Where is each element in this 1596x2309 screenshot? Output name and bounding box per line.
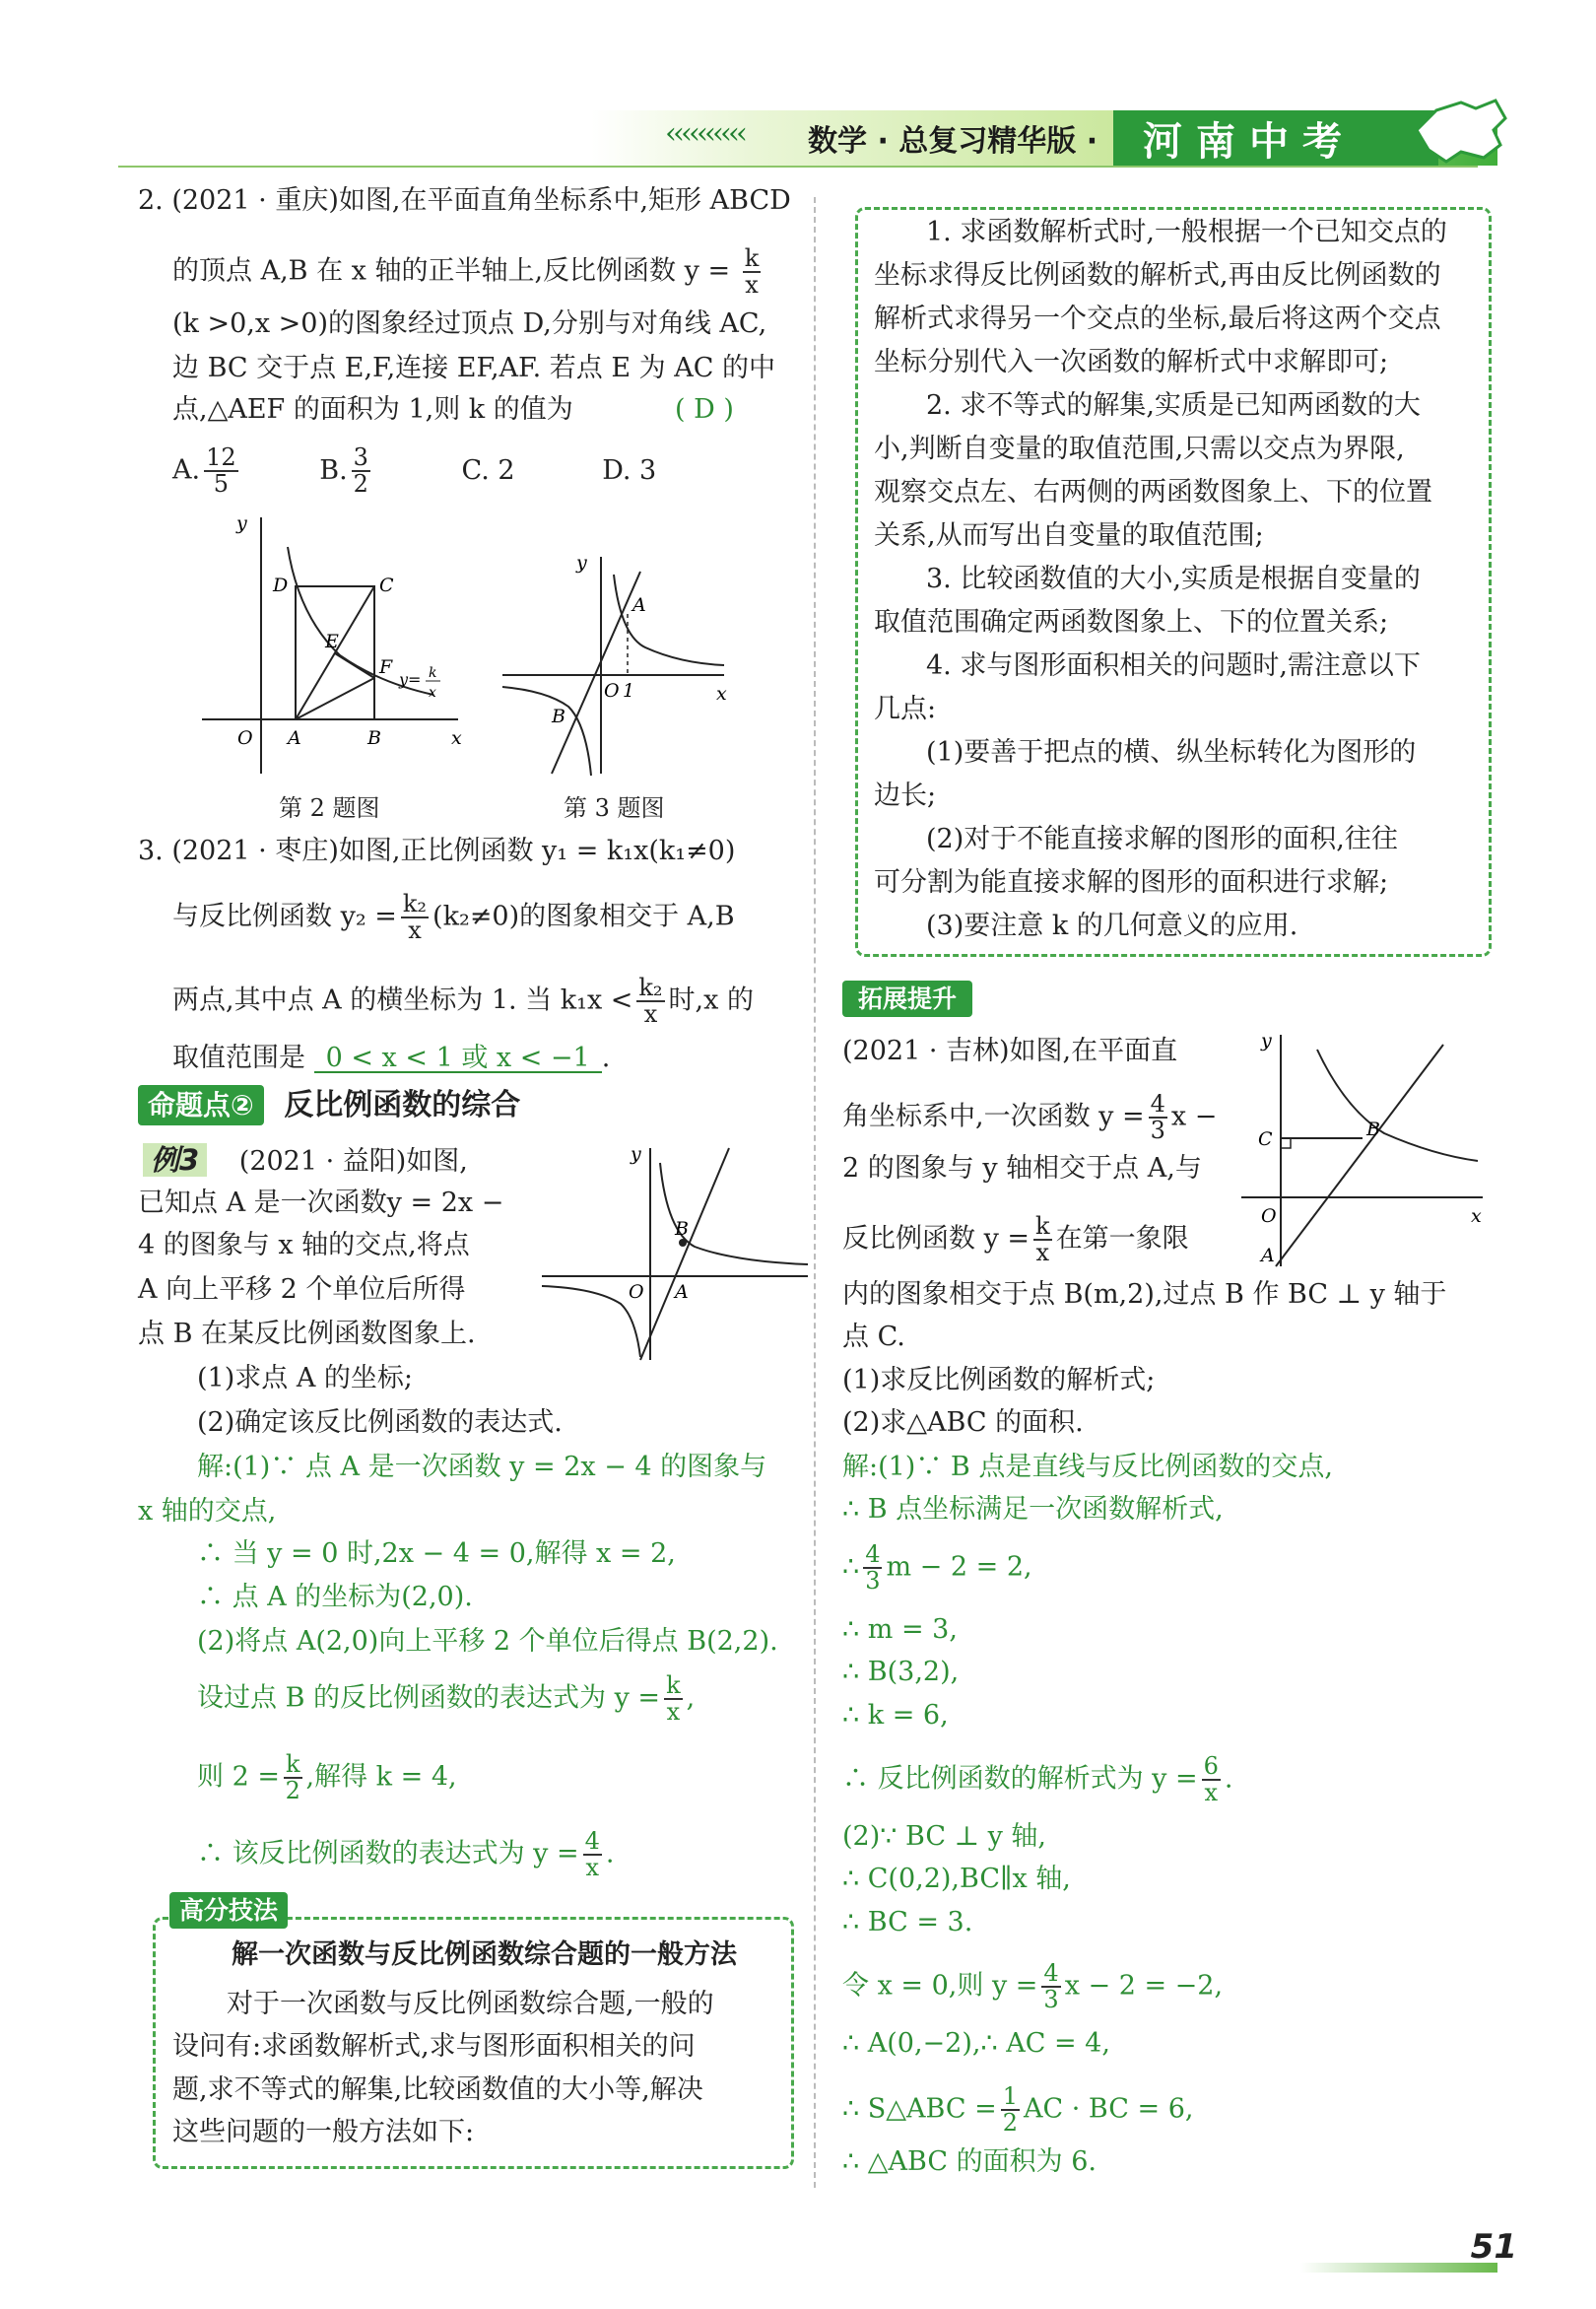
ex3-s6-fraction xyxy=(664,1673,683,1725)
expand-s13a: ∴ S△ABC = xyxy=(842,2093,997,2125)
frac-num: 3 xyxy=(353,443,368,471)
header-subtitle: 数学 · 总复习精华版 · xyxy=(808,124,1098,159)
method-line-3: 解析式求得另一个交点的坐标,最后将这两个交点 xyxy=(874,304,1441,334)
method-line-2: 坐标求得反比例函数的解析式,再由反比例函数的 xyxy=(874,260,1441,291)
frac-num: k₂ xyxy=(638,974,663,1001)
frac-num: k xyxy=(666,1671,681,1699)
figure-ex3 xyxy=(537,1138,813,1365)
frac-num: 4 xyxy=(865,1540,881,1568)
method-line-12: 几点: xyxy=(874,694,937,724)
q3-answer: 0 < x < 1 或 x < −1 xyxy=(314,1045,602,1073)
method-line-17: (3)要注意 k 的几何意义的应用. xyxy=(926,911,1298,941)
frac-num: k xyxy=(285,1750,300,1778)
expand-solution-5: ∴ B(3,2), xyxy=(842,1657,960,1687)
option-a-fraction xyxy=(204,445,238,497)
ex3-solution-2: x 轴的交点, xyxy=(138,1496,277,1527)
q2-line-4: 边 BC 交于点 E,F,连接 EF,AF. 若点 E 为 AC 的中 xyxy=(172,353,775,383)
method-line-13: (1)要善于把点的横、纵坐标转化为图形的 xyxy=(926,737,1417,768)
column-separator xyxy=(814,197,816,2188)
label-y: y xyxy=(631,1143,641,1165)
frac-num: 4 xyxy=(584,1827,600,1855)
method-line-6: 小,判断自变量的取值范围,只需以交点为界限, xyxy=(874,434,1405,464)
frac-den: 3 xyxy=(1043,1986,1059,2014)
expand-l2-fraction xyxy=(1149,1092,1167,1143)
expand-line-5: 内的图象相交于点 B(m,2),过点 B 作 BC ⊥ y 轴于 xyxy=(842,1279,1447,1310)
expand-s7-fraction xyxy=(1202,1754,1221,1805)
expand-l4b: 在第一象限 xyxy=(1055,1223,1189,1255)
label-fn-num: k xyxy=(429,665,437,681)
frac-den: x xyxy=(643,1000,658,1029)
page-number-bar xyxy=(1300,2263,1497,2273)
q2-options xyxy=(172,445,656,497)
option-c: C. 2 xyxy=(461,454,515,486)
method-line-8: 关系,从而写出自变量的取值范围; xyxy=(874,520,1264,551)
tip-title: 解一次函数与反比例函数综合题的一般方法 xyxy=(232,1939,737,1970)
expand-s3a: ∴ xyxy=(842,1551,860,1583)
frac-den: 2 xyxy=(353,470,368,499)
frac-num: k₂ xyxy=(402,890,428,917)
label-fn-den: x xyxy=(429,685,436,701)
method-line-11: 4. 求与图形面积相关的问题时,需注意以下 xyxy=(926,650,1421,681)
q3-line-1: 3. (2021 · 枣庄)如图,正比例函数 y₁ = k₁x(k₁≠0) xyxy=(138,836,736,866)
expand-l4a: 反比例函数 y = xyxy=(842,1223,1031,1255)
option-b-fraction xyxy=(352,445,370,497)
expand-solution-4: ∴ m = 3, xyxy=(842,1614,958,1645)
q3-fraction-2 xyxy=(636,976,664,1027)
frac-den: 3 xyxy=(865,1567,881,1596)
label-o: O xyxy=(629,1281,644,1303)
expand-solution-14: ∴ △ABC 的面积为 6. xyxy=(842,2146,1097,2177)
expand-s11a: 令 x = 0,则 y = xyxy=(842,1970,1038,2002)
page-number: 51 xyxy=(1470,2227,1517,2267)
ex3-s7-fraction xyxy=(284,1752,302,1803)
frac-den: x xyxy=(585,1854,600,1882)
label-f: F xyxy=(379,656,393,678)
expand-s7a: ∴ 反比例函数的解析式为 y = xyxy=(842,1763,1198,1795)
ex3-s6a: 设过点 B 的反比例函数的表达式为 y = xyxy=(197,1682,661,1714)
frac-num: 6 xyxy=(1203,1752,1219,1780)
hyperbola-q1 xyxy=(614,575,724,665)
ex3-line-2: 已知点 A 是一次函数y = 2x − xyxy=(138,1188,504,1218)
label-x: x xyxy=(716,683,727,705)
tip-line-1: 对于一次函数与反比例函数综合题,一般的 xyxy=(227,1989,714,2019)
q3-line-3 xyxy=(172,976,754,1027)
q2-line-2 xyxy=(172,246,765,298)
ex3-s7b: ,解得 k = 4, xyxy=(305,1761,457,1793)
ex3-solution-8 xyxy=(197,1829,615,1880)
expand-solution-7 xyxy=(842,1754,1233,1805)
expand-solution-13 xyxy=(842,2084,1193,2136)
q2-line-5: 点,△AEF 的面积为 1,则 k 的值为 xyxy=(172,394,573,425)
method-line-1: 1. 求函数解析式时,一般根据一个已知交点的 xyxy=(926,217,1447,247)
ex3-solution-7 xyxy=(197,1752,457,1803)
q3-line-4 xyxy=(172,1045,610,1073)
q3-l4b: . xyxy=(601,1043,611,1073)
hyperbola-q1 xyxy=(660,1163,808,1264)
label-b: B xyxy=(552,706,565,727)
label-a: A xyxy=(632,594,646,616)
label-y: y xyxy=(576,552,587,574)
q3-l3a: 两点,其中点 A 的横坐标为 1. 当 k₁x < xyxy=(172,985,633,1016)
point-b xyxy=(679,1239,687,1247)
frac-den: x xyxy=(745,271,759,300)
figure-3 xyxy=(498,547,734,783)
label-o: O xyxy=(237,727,253,749)
expand-solution-8: (2)∵ BC ⊥ y 轴, xyxy=(842,1821,1046,1852)
expand-solution-9: ∴ C(0,2),BC∥x 轴, xyxy=(842,1864,1071,1894)
option-a: A. xyxy=(172,454,201,486)
label-b: B xyxy=(675,1218,689,1240)
ex3-solution-6 xyxy=(197,1673,695,1725)
option-b: B. xyxy=(319,454,348,486)
label-fn: y= xyxy=(399,670,422,689)
header-chevrons: ‹‹‹‹‹‹‹‹‹‹ xyxy=(665,116,744,151)
q2-line-2-text: 的顶点 A,B 在 x 轴的正半轴上,反比例函数 y = xyxy=(172,255,731,287)
label-c: C xyxy=(379,575,394,596)
expand-label-wrap xyxy=(842,985,972,1012)
ex3-line-3: 4 的图象与 x 轴的交点,将点 xyxy=(138,1230,470,1260)
ex3-question-2: (2)确定该反比例函数的表达式. xyxy=(197,1407,563,1438)
ex3-solution-4: ∴ 点 A 的坐标为(2,0). xyxy=(197,1582,473,1612)
right-angle-mark xyxy=(1281,1138,1291,1148)
frac-num: 4 xyxy=(1150,1090,1165,1118)
frac-den: x xyxy=(408,917,422,945)
q3-l2b: (k₂≠0)的图象相交于 A,B xyxy=(432,901,735,932)
label-b: B xyxy=(1366,1119,1380,1140)
expand-solution-12: ∴ A(0,−2),∴ AC = 4, xyxy=(842,2028,1110,2059)
tip-label: 高分技法 xyxy=(169,1892,288,1929)
label-a: A xyxy=(288,727,301,749)
frac-num: 12 xyxy=(206,443,236,471)
expand-solution-10: ∴ BC = 3. xyxy=(842,1907,973,1937)
header-rule xyxy=(118,166,1478,168)
label-e: E xyxy=(325,631,339,652)
frac-den: 2 xyxy=(1002,2109,1019,2138)
frac-num: k xyxy=(744,244,760,272)
frac-num: 1 xyxy=(1002,2082,1019,2110)
q3-l2a: 与反比例函数 y₂ = xyxy=(172,901,397,932)
ex3-s8a: ∴ 该反比例函数的表达式为 y = xyxy=(197,1838,579,1869)
option-d: D. 3 xyxy=(602,454,657,486)
expand-solution-2: ∴ B 点坐标满足一次函数解析式, xyxy=(842,1494,1224,1525)
ex3-label: 例3 xyxy=(143,1143,207,1177)
figure-expand xyxy=(1236,1025,1493,1271)
expand-solution-11 xyxy=(842,1961,1223,2012)
method-line-4: 坐标分别代入一次函数的解析式中求解即可; xyxy=(874,347,1389,377)
expand-line-4 xyxy=(842,1214,1189,1265)
tip-line-3: 题,求不等式的解集,比较函数值的大小等,解决 xyxy=(172,2074,703,2105)
ex3-line-4: A 向上平移 2 个单位后所得 xyxy=(138,1274,466,1305)
expand-s13b: AC · BC = 6, xyxy=(1024,2093,1194,2125)
frac-den: 2 xyxy=(285,1777,300,1805)
ex3-s6b: , xyxy=(686,1682,696,1714)
method-line-9: 3. 比较函数值的大小,实质是根据自变量的 xyxy=(926,564,1421,594)
expand-l2a: 角坐标系中,一次函数 y = xyxy=(842,1101,1145,1132)
method-line-15: (2)对于不能直接求解的图形的面积,往往 xyxy=(926,824,1398,854)
topic-2-heading xyxy=(138,1088,521,1122)
figure-3-caption: 第 3 题图 xyxy=(564,794,665,822)
expand-line-6: 点 C. xyxy=(842,1322,905,1352)
label-x: x xyxy=(1471,1205,1482,1227)
expand-question-2: (2)求△ABC 的面积. xyxy=(842,1407,1084,1438)
label-c: C xyxy=(1258,1128,1273,1150)
q2-answer: ( D ) xyxy=(675,394,734,425)
frac-num: k xyxy=(1035,1212,1050,1240)
q3-l4a: 取值范围是 xyxy=(172,1043,305,1073)
expand-s11-fraction xyxy=(1041,1961,1060,2012)
method-line-5: 2. 求不等式的解集,实质是已知两函数的大 xyxy=(926,390,1421,421)
label-x: x xyxy=(451,727,462,749)
expand-l4-fraction xyxy=(1033,1214,1052,1265)
q2-line-3: (k >0,x >0)的图象经过顶点 D,分别与对角线 AC, xyxy=(172,308,767,339)
hyperbola-q3 xyxy=(502,687,591,776)
label-b: B xyxy=(367,727,381,749)
label-one: 1 xyxy=(623,680,635,702)
ex3-solution-3: ∴ 当 y = 0 时,2x − 4 = 0,解得 x = 2, xyxy=(197,1538,676,1569)
ex3-l1: (2021 · 益阳)如图, xyxy=(238,1146,468,1177)
method-line-14: 边长; xyxy=(874,781,937,811)
expand-s11b: x − 2 = −2, xyxy=(1064,1970,1224,2002)
expand-label: 拓展提升 xyxy=(842,981,972,1017)
label-a: A xyxy=(1261,1245,1275,1266)
ex3-line-1 xyxy=(143,1143,468,1177)
tip-line-2: 设问有:求函数解析式,求与图形面积相关的问 xyxy=(172,2031,696,2062)
q2-fraction xyxy=(743,246,762,298)
ex3-s7a: 则 2 = xyxy=(197,1761,280,1793)
q3-l3b: 时,x 的 xyxy=(668,985,754,1016)
frac-den: 5 xyxy=(213,470,229,499)
method-line-16: 可分割为能直接求解的图形的面积进行求解; xyxy=(874,867,1389,898)
figure-2 xyxy=(192,508,468,783)
expand-solution-6: ∴ k = 6, xyxy=(842,1700,949,1731)
q2-line-1: 2. (2021 · 重庆)如图,在平面直角坐标系中,矩形 ABCD xyxy=(138,185,791,216)
header-title: 河南中考 xyxy=(1143,119,1356,165)
frac-den: x xyxy=(1035,1239,1050,1267)
ex3-s8b: . xyxy=(605,1838,615,1869)
label-y: y xyxy=(1261,1030,1272,1052)
ex3-s8-fraction xyxy=(583,1829,602,1880)
expand-s7b: . xyxy=(1224,1763,1233,1795)
expand-line-3: 2 的图象与 y 轴相交于点 A,与 xyxy=(842,1153,1202,1184)
expand-question-1: (1)求反比例函数的解析式; xyxy=(842,1365,1156,1395)
frac-den: x xyxy=(1204,1779,1219,1807)
expand-s3-fraction xyxy=(863,1542,882,1594)
label-y: y xyxy=(236,512,247,534)
expand-solution-1: 解:(1)∵ B 点是直线与反比例函数的交点, xyxy=(842,1452,1333,1482)
ex3-line-5: 点 B 在某反比例函数图象上. xyxy=(138,1319,476,1349)
hyperbola-q3 xyxy=(542,1286,640,1357)
tip-label-wrap xyxy=(169,1897,288,1924)
expand-solution-3 xyxy=(842,1542,1032,1594)
method-line-10: 取值范围确定两函数图象上、下的位置关系; xyxy=(874,607,1389,638)
label-o: O xyxy=(604,680,620,702)
ex3-solution-1: 解:(1)∵ 点 A 是一次函数 y = 2x − 4 的图象与 xyxy=(197,1452,767,1482)
q3-line-2 xyxy=(172,892,735,943)
expand-line-1: (2021 · 吉林)如图,在平面直 xyxy=(842,1036,1178,1066)
label-a: A xyxy=(675,1281,689,1303)
frac-den: 3 xyxy=(1150,1117,1165,1145)
frac-num: 4 xyxy=(1043,1959,1059,1987)
q3-fraction-1 xyxy=(401,892,429,943)
ex3-solution-5: (2)将点 A(2,0)向上平移 2 个单位后得点 B(2,2). xyxy=(197,1626,778,1657)
label-d: D xyxy=(273,575,289,596)
ex3-question-1: (1)求点 A 的坐标; xyxy=(197,1363,414,1393)
expand-l2b: x − xyxy=(1170,1101,1218,1132)
topic-2-label: 命题点② xyxy=(138,1085,264,1125)
method-line-7: 观察交点左、右两侧的两函数图象上、下的位置 xyxy=(874,477,1432,508)
figure-2-caption: 第 2 题图 xyxy=(279,794,380,822)
frac-den: x xyxy=(666,1698,681,1727)
expand-s3b: m − 2 = 2, xyxy=(886,1551,1032,1583)
expand-line-2 xyxy=(842,1092,1217,1143)
henan-map-icon xyxy=(1407,91,1515,170)
expand-s13-fraction xyxy=(1001,2084,1020,2136)
label-o: O xyxy=(1261,1205,1277,1227)
topic-2-title: 反比例函数的综合 xyxy=(284,1088,521,1122)
line-4-3x-2 xyxy=(1276,1045,1443,1266)
tip-line-4: 这些问题的一般方法如下: xyxy=(172,2117,475,2147)
